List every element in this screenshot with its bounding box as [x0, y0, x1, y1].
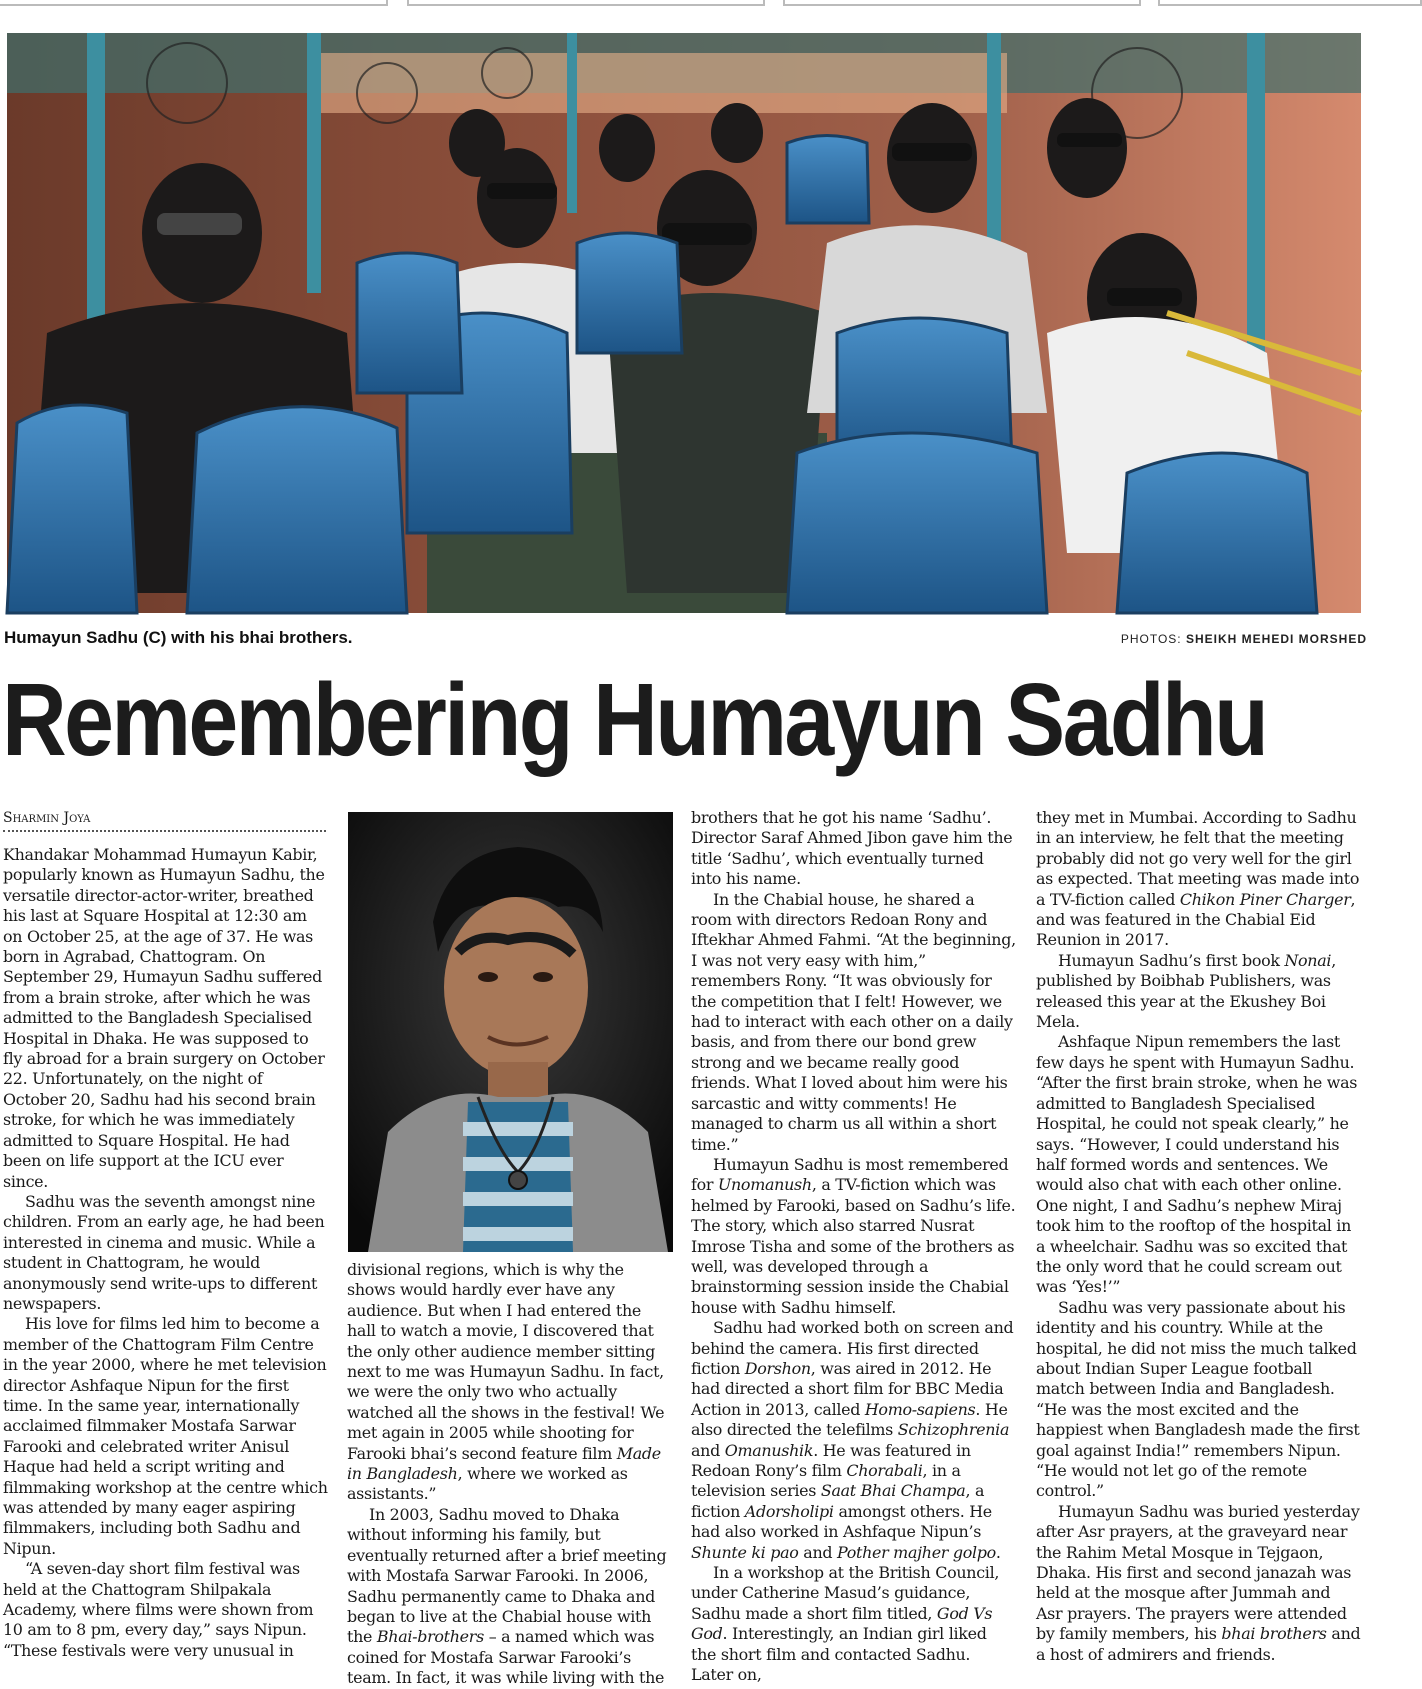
photo-credit-name: SHEIKH MEHEDI MORSHED [1185, 632, 1367, 646]
article-column-1 [3, 845, 328, 1668]
article-column-3 [691, 808, 1016, 1685]
paragraph: In 2003, Sadhu moved to Dhaka without informing his family, but eventually returned after a brief meeting with Mostafa Sarwar Farooki. In 2006, Sadhu permanently came to Dhaka and began to live at the Chabial house with the Bhai-brothers – a named which was coined for Mostafa Sarwar Farooki’s team. In fact, it was while living with the [347, 1504, 667, 1688]
paragraph: His love for films led him to become a member of the Chattogram Film Centre in the year 2000, where he met television director Ashfaque Nipun for the first time. In the same year, internationally acclaimed filmmaker Mostafa Sarwar Farooki and celebrated writer Anisul Haque had held a script writing and filmmaking workshop at the centre which was attended by many eager aspiring filmmakers, including both Sadhu and Nipun. [3, 1314, 328, 1558]
paragraph: Humayun Sadhu is most remembered for Unomanush, a TV-fiction which was helmed by Farooki, based on Sadhu’s life. The story, which also starred Nusrat Imrose Tisha and some of the brothers as well, was developed through a brainstorming session inside the Chabial house with Sadhu himself. [691, 1154, 1016, 1317]
byline: Sharmin Joya [3, 810, 326, 832]
paragraph: Khandakar Mohammad Humayun Kabir, popularly known as Humayun Sadhu, the versatile director-actor-writer, breathed his last at Square Hospital at 12:30 am on October 25, at the age of 37. He was born in Agrabad, Chattogram. On September 29, Humayun Sadhu suffered from a brain stroke, after which he was admitted to the Bangladesh Specialised Hospital in Dhaka. He was supposed to fly abroad for a brain surgery on October 22. Unfortunately, on the night of October 20, Sadhu had his second brain stroke, for which he was immediately admitted to Square Hospital. He had been on life support at the ICU ever since. [3, 845, 325, 1191]
group-photo [7, 33, 1361, 613]
photo-caption: Humayun Sadhu (C) with his bhai brothers. [4, 628, 353, 647]
paragraph: Humayun Sadhu was buried yesterday after Asr prayers, at the graveyard near the Rahim Metal Mosque in Tejgaon, Dhaka. His first and second janazah was held at the mosque after Jummah and Asr prayers. The prayers were attended by family members, his bhai brothers and a host of admirers and friends. [1036, 1501, 1361, 1664]
headline: Remembering Humayun Sadhu [2, 662, 1267, 777]
top-rule [0, 0, 1397, 6]
photo-credit-prefix: PHOTOS: [1120, 632, 1182, 646]
paragraph: brothers that he got his name ‘Sadhu’. Director Saraf Ahmed Jibon gave him the title ‘Sadhu’, which eventually turned into his name. [691, 808, 1013, 889]
paragraph: Ashfaque Nipun remembers the last few days he spent with Humayun Sadhu. “After the first brain stroke, when he was admitted to Bangladesh Specialised Hospital, he could not speak clearly,” he says. “However, I could understand his half formed words and sentences. We would also chat with each other online. One night, I and Sadhu’s nephew Miraj took him to the rooftop of the hospital in a wheelchair. Sadhu was so excited that the only word that he could scream out was ‘Yes!’” [1036, 1032, 1358, 1297]
photo-credit [1121, 632, 1367, 646]
article-column-2 [347, 1260, 672, 1688]
paragraph: Sadhu was the seventh amongst nine children. From an early age, he had been interested in cinema and music. While a student in Chattogram, he would anonymously send write-ups to different newspapers. [3, 1191, 325, 1313]
paragraph: Sadhu was very passionate about his identity and his country. While at the hospital, he did not miss the much talked about Indian Super League football match between India and Bangladesh. “He was the most excited and the happiest when Bangladesh made the first goal against India!” remembers Nipun. “He would not let go of the remote control.” [1036, 1297, 1360, 1501]
paragraph: “A seven-day short film festival was held at the Chattogram Shilpakala Academy, where films were shown from 10 am to 8 pm, every day,” says Nipun. “These festivals were very unusual in [3, 1559, 314, 1660]
paragraph: Humayun Sadhu’s first book Nonai, published by Boibhab Publishers, was released this year at the Ekushey Boi Mela. [1036, 950, 1336, 1032]
paragraph: they met in Mumbai. According to Sadhu in an interview, he felt that the meeting probably did not go very well for the girl as expected. That meeting was made into a TV-fiction called Chikon Piner Charger, and was featured in the Chabial Eid Reunion in 2017. [1036, 808, 1360, 950]
paragraph: Sadhu had worked both on screen and behind the camera. His first directed fiction Dorshon, was aired in 2012. He had directed a short film for BBC Media Action in 2013, called Homo-sapiens. He also directed the telefilms Schizophrenia and Omanushik. He was featured in Redoan Rony’s film Chorabali, in a television series Saat Bhai Champa, a fiction Adorsholipi amongst others. He had also worked in Ashfaque Nipun’s Shunte ki pao and Pother majher golpo. [691, 1318, 1014, 1562]
paragraph: divisional regions, which is why the shows would hardly ever have any audience. But when I had entered the hall to watch a movie, I discovered that the only other audience member sitting next to me was Humayun Sadhu. In fact, we were the only two who actually watched all the shows in the festival! We met again in 2005 while shooting for Farooki bhai’s second feature film Made in Bangladesh, where we worked as assistants.” [347, 1260, 665, 1504]
paragraph: In the Chabial house, he shared a room with directors Redoan Rony and Iftekhar Ahmed Fahmi. “At the beginning, I was not very easy with him,” remembers Rony. “It was obviously for the competition that I felt! However, we had to interact with each other on a daily basis, and from there our bond grew strong and we became really good friends. What I loved about him were his sarcastic and witty comments! He managed to charm us all within a short time.” [691, 889, 1016, 1154]
paragraph: In a workshop at the British Council, under Catherine Masud’s guidance, Sadhu made a short film titled, God Vs God. Interestingly, an Indian girl liked the short film and contacted Sadhu. Later on, [691, 1563, 1000, 1685]
portrait-photo [348, 812, 673, 1252]
article-column-4 [1036, 808, 1361, 1668]
